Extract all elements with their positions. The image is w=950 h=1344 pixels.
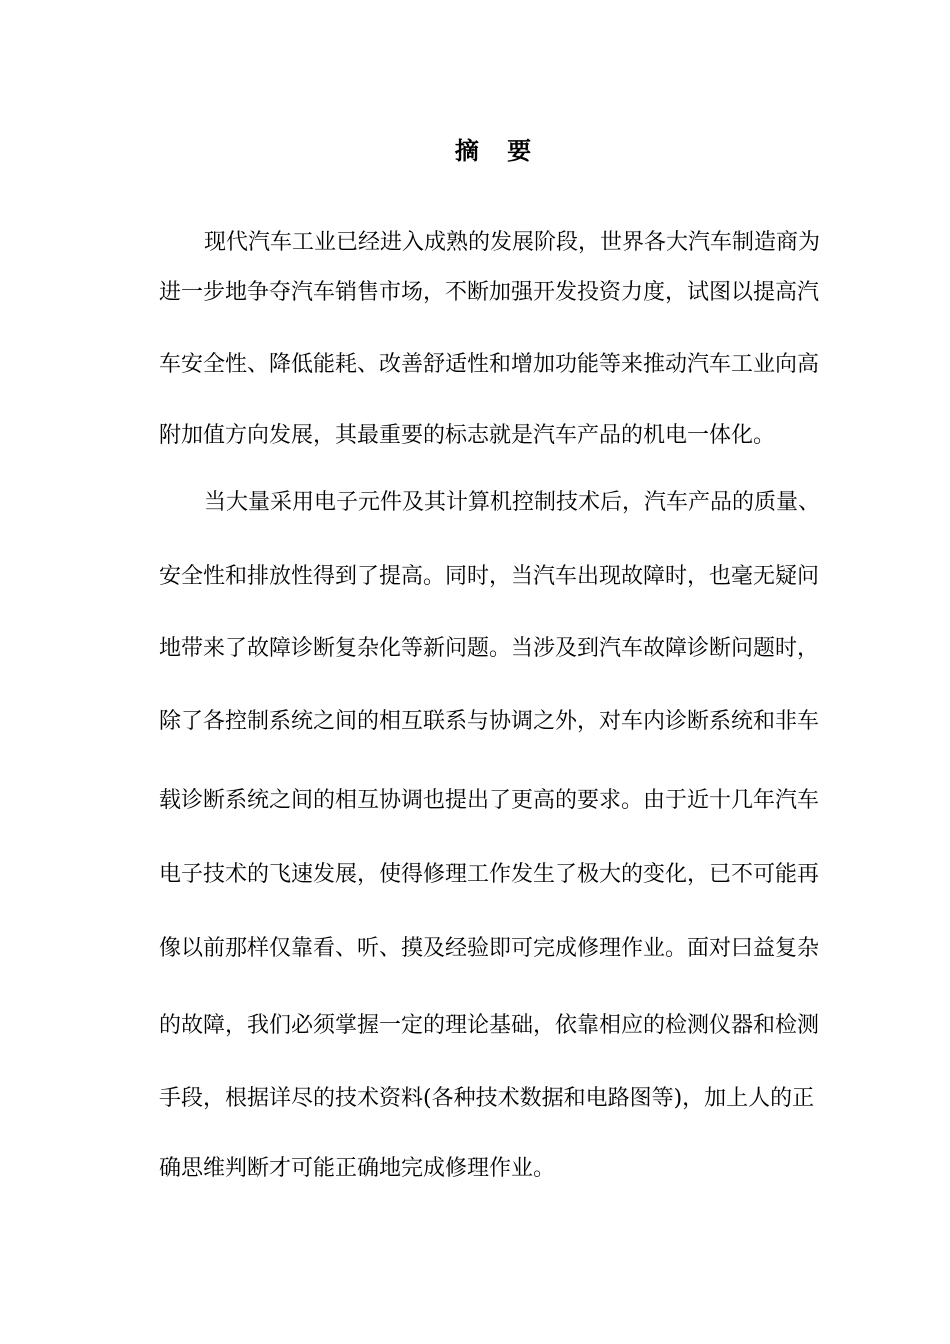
text-line: 当大量采用电子元件及其计算机控制技术后，汽车产品的质量、 [204,490,821,515]
text-line: 现代汽车工业已经进入成熟的发展阶段，世界各大汽车制造商为 [204,230,821,255]
text-line: 像以前那样仅靠看、听、摸及经验即可完成修理作业。面对曰益复杂 [159,936,820,961]
text-line: 安全性和排放性得到了提高。同时，当汽车出现故障时，也毫无疑问 [159,564,820,589]
page-title: 摘 要 [454,137,542,165]
text-line: 电子技术的飞速发展，使得修理工作发生了极大的变化，已不可能再 [159,862,820,887]
text-line: 确思维判断才可能正确地完成修理作业。 [159,1156,556,1181]
text-line: 除了各控制系统之间的相互联系与协调之外，对车内诊断系统和非车 [159,709,820,734]
text-line: 的故障，我们必须掌握一定的理论基础，依靠相应的检测仪器和检测 [159,1013,820,1038]
text-line: 车安全性、降低能耗、改善舒适性和增加功能等来推动汽车工业向高 [159,352,820,377]
text-line: 载诊断系统之间的相互协调也提出了更高的要求。由于近十几年汽车 [159,788,820,813]
text-line: 附加值方向发展，其最重要的标志就是汽车产品的机电一体化。 [159,423,776,448]
text-line: 地带来了故障诊断复杂化等新问题。当涉及到汽车故障诊断问题时， [159,636,820,661]
text-line: 进一步地争夺汽车销售市场，不断加强开发投资力度，试图以提高汽 [159,280,820,305]
text-line: 手段，根据详尽的技术资料(各种技术数据和电路图等)，加上人的正 [159,1086,815,1111]
